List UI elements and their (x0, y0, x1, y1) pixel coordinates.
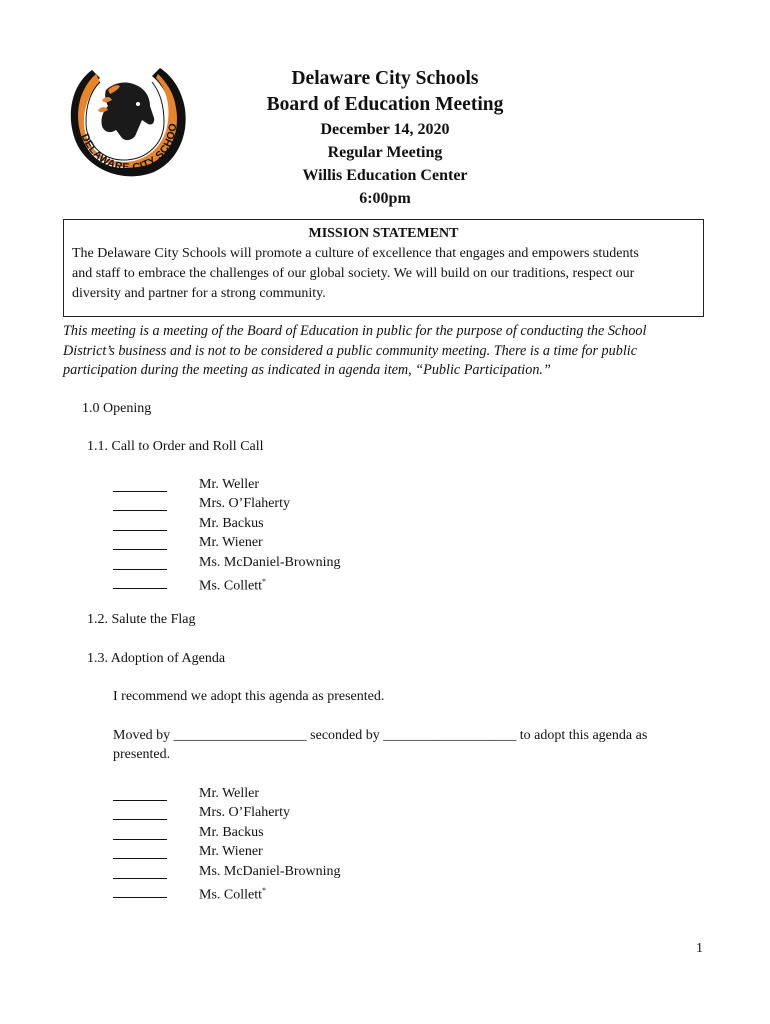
roll-blank (113, 819, 167, 820)
roll-name: Mrs. O’Flaherty (199, 496, 290, 511)
roll-blank (113, 858, 167, 859)
moved-by-line: Moved by ___________________ seconded by ___________________ to adopt this agenda as (113, 728, 648, 743)
roll-name: Ms. McDaniel-Browning (199, 864, 341, 879)
school-logo (62, 60, 190, 184)
roll-name: Ms. McDaniel-Browning (199, 555, 341, 570)
meeting-header (200, 66, 570, 210)
roll-blank (113, 569, 167, 570)
asterisk-mark: * (262, 886, 267, 895)
roll-blank (113, 549, 167, 550)
roll-name: Mrs. O’Flaherty (199, 805, 290, 820)
roll-blank (113, 530, 167, 531)
logo-text: DELAWARE CITY SCHOO (78, 122, 180, 174)
agenda-opening: 1.0 Opening (82, 401, 152, 416)
roll-name: Mr. Wiener (199, 535, 263, 550)
asterisk-mark: * (262, 577, 267, 586)
agenda-call-to-order: 1.1. Call to Order and Roll Call (87, 439, 264, 454)
meeting-time: 6:00pm (359, 190, 411, 207)
note-line: participation during the meeting as indicated in agenda item, “Public Participation.” (63, 362, 551, 378)
mission-statement-box (63, 219, 704, 317)
roll-blank (113, 491, 167, 492)
roll-blank (113, 878, 167, 879)
roll-blank (113, 839, 167, 840)
school-name: Delaware City Schools (291, 68, 479, 89)
roll-blank (113, 800, 167, 801)
page-number: 1 (696, 941, 703, 956)
agenda-recommendation: I recommend we adopt this agenda as presented. (113, 689, 385, 704)
roll-blank (113, 897, 167, 898)
meeting-title: Board of Education Meeting (266, 94, 504, 115)
note-line: District’s business and is not to be considered a public community meeting. There is a time for public (63, 342, 638, 359)
roll-blank (113, 588, 167, 589)
horse-horseshoe-logo-icon (62, 60, 190, 184)
roll-name: Mr. Weller (199, 786, 260, 801)
roll-name: Mr. Backus (199, 516, 264, 531)
mission-line: diversity and partner for a strong community. (72, 286, 326, 301)
agenda-salute: 1.2. Salute the Flag (87, 612, 196, 627)
mission-line: The Delaware City Schools will promote a culture of excellence that engages and empowers students (72, 246, 639, 261)
roll-name-collett (199, 881, 266, 905)
moved-by-line-2: presented. (113, 747, 171, 762)
meeting-date: December 14, 2020 (320, 121, 450, 138)
roll-name-collett (199, 572, 266, 596)
meeting-location: Willis Education Center (302, 167, 468, 184)
note-line: This meeting is a meeting of the Board of Education in public for the purpose of conducting the School (63, 323, 647, 339)
meeting-type: Regular Meeting (327, 144, 443, 161)
roll-name: Mr. Wiener (199, 844, 263, 859)
agenda-adoption: 1.3. Adoption of Agenda (87, 651, 226, 666)
roll-name: Ms. Collett (199, 887, 263, 903)
roll-blank (113, 510, 167, 511)
mission-line: and staff to embrace the challenges of our global society. We will build on our traditions, respect our (72, 266, 635, 281)
mission-title: MISSION STATEMENT (308, 226, 459, 241)
roll-name: Mr. Weller (199, 477, 260, 492)
public-meeting-note (63, 322, 713, 381)
roll-name: Ms. Collett (199, 578, 263, 594)
roll-name: Mr. Backus (199, 825, 264, 840)
